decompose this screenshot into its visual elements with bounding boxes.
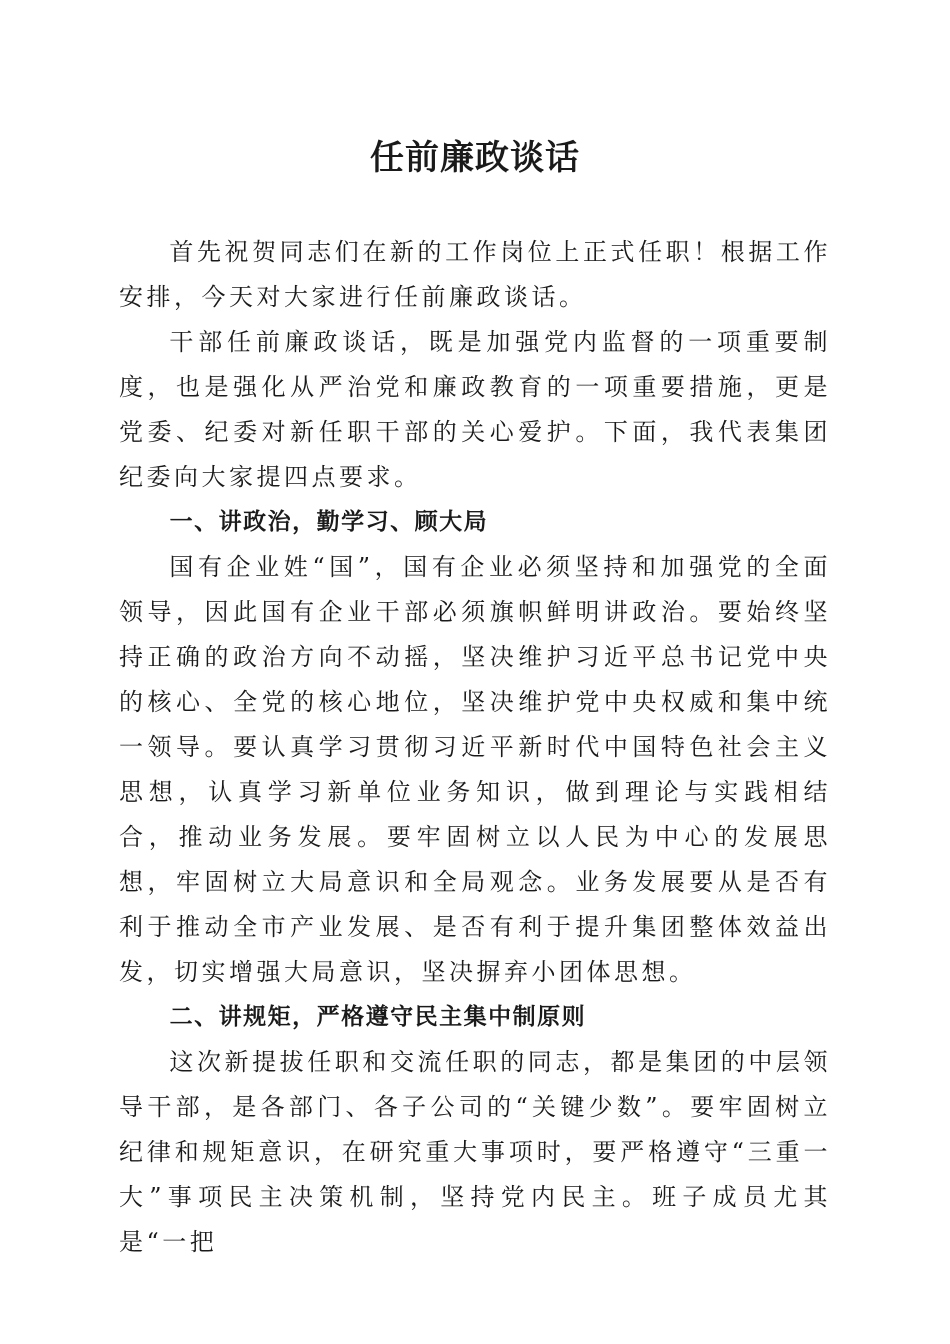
paragraph-section-1: 国有企业姓“国”，国有企业必须坚持和加强党的全面领导，因此国有企业干部必须旗帜鲜明讲政治。要始终坚持正确的政治方向不动摇，坚决维护习近平总书记党中央的核心、全党的核心地位，坚决维护党中央权威和集中统一领导。要认真学习贯彻习近平新时代中国特色社会主义思想，认真学习新单位业务知识，做到理论与实践相结合，推动业务发展。要牢固树立以人民为中心的发展思想，牢固树立大局意识和全局观念。业务发展要从是否有利于推动全市产业发展、是否有利于提升集团整体效益出发，切实增强大局意识，坚决摒弃小团体思想。 <box>119 553 831 986</box>
paragraph-section-2: 这次新提拔任职和交流任职的同志，都是集团的中层领导干部，是各部门、各子公司的“关键少数”。要牢固树立纪律和规矩意识，在研究重大事项时，要严格遵守“三重一大”事项民主决策机制，坚持党内民主。班子成员尤其是“一把 <box>119 1048 831 1256</box>
document-body <box>119 230 831 1265</box>
paragraph-introduction: 干部任前廉政谈话，既是加强党内监督的一项重要制度，也是强化从严治党和廉政教育的一项重要措施，更是党委、纪委对新任职干部的关心爱护。下面，我代表集团纪委向大家提四点要求。 <box>119 328 831 491</box>
paragraph-greeting: 首先祝贺同志们在新的工作岗位上正式任职！根据工作安排，今天对大家进行任前廉政谈话。 <box>119 238 831 311</box>
section-heading-2: 二、讲规矩，严格遵守民主集中制原则 <box>169 1004 587 1030</box>
document-title: 任前廉政谈话 <box>370 138 580 178</box>
section-heading-1: 一、讲政治，勤学习、顾大局 <box>169 509 489 535</box>
